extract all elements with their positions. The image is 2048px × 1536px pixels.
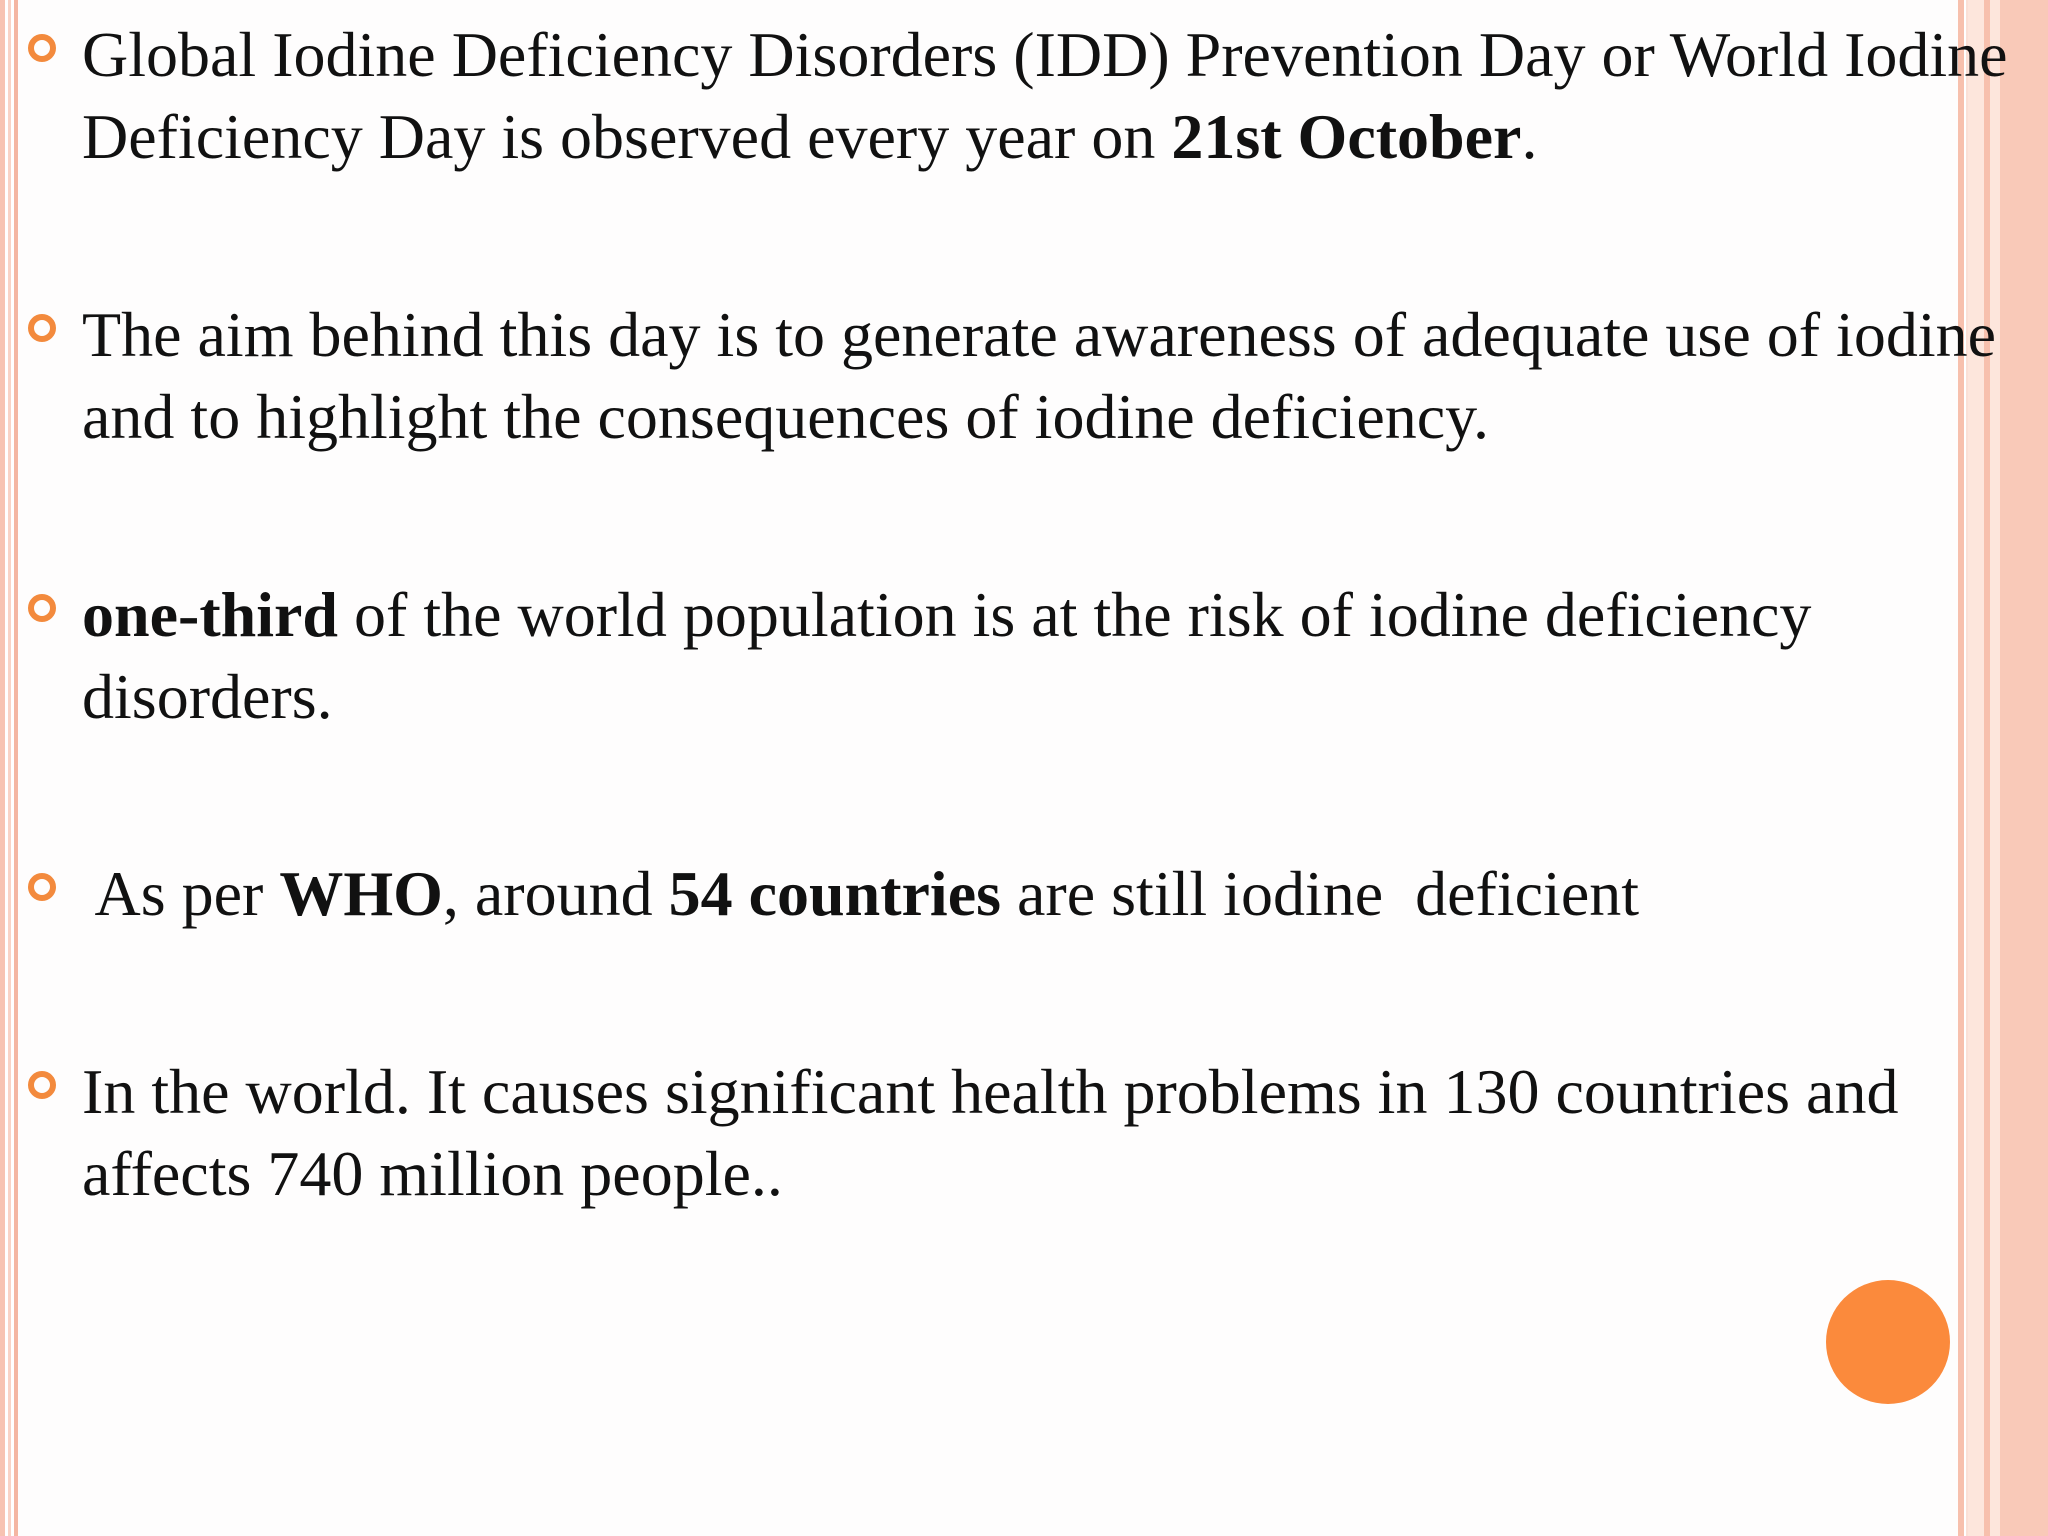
text-run: The aim behind this day is to generate awareness of adequate use of iodine and to highlight the consequences of iodine deficiency. (82, 299, 1996, 452)
who-highlight: WHO (279, 858, 443, 929)
fraction-highlight: one-third (82, 579, 338, 650)
bullet-text (82, 14, 2042, 178)
text-run: Global Iodine Deficiency Disorders (IDD) Prevention Day or World Iodine Deficiency Day is observed every year on (82, 19, 2008, 172)
decorative-orange-circle (1826, 1280, 1950, 1404)
date-highlight: 21st October (1171, 101, 1522, 172)
bullet-circle-icon (28, 873, 56, 901)
text-run: , around (442, 858, 669, 929)
bullet-circle-icon (28, 594, 56, 622)
bullet-circle-icon (28, 314, 56, 342)
bullet-circle-icon (28, 1071, 56, 1099)
bullet-text (82, 1051, 2042, 1215)
country-count-highlight: 54 countries (668, 858, 1001, 929)
bullet-circle-icon (28, 34, 56, 62)
bullet-text (82, 574, 2042, 738)
text-run: In the world. It causes significant health problems in 130 countries and affects 740 million people.. (82, 1056, 1899, 1209)
text-run: are still iodine deficient (1001, 858, 1639, 929)
bullet-text (82, 294, 2042, 458)
text-run: As per (82, 858, 280, 929)
text-run: . (1521, 101, 1538, 172)
bullet-text (82, 853, 2042, 935)
text-run: of the world population is at the risk of iodine deficiency disorders. (82, 579, 1812, 732)
